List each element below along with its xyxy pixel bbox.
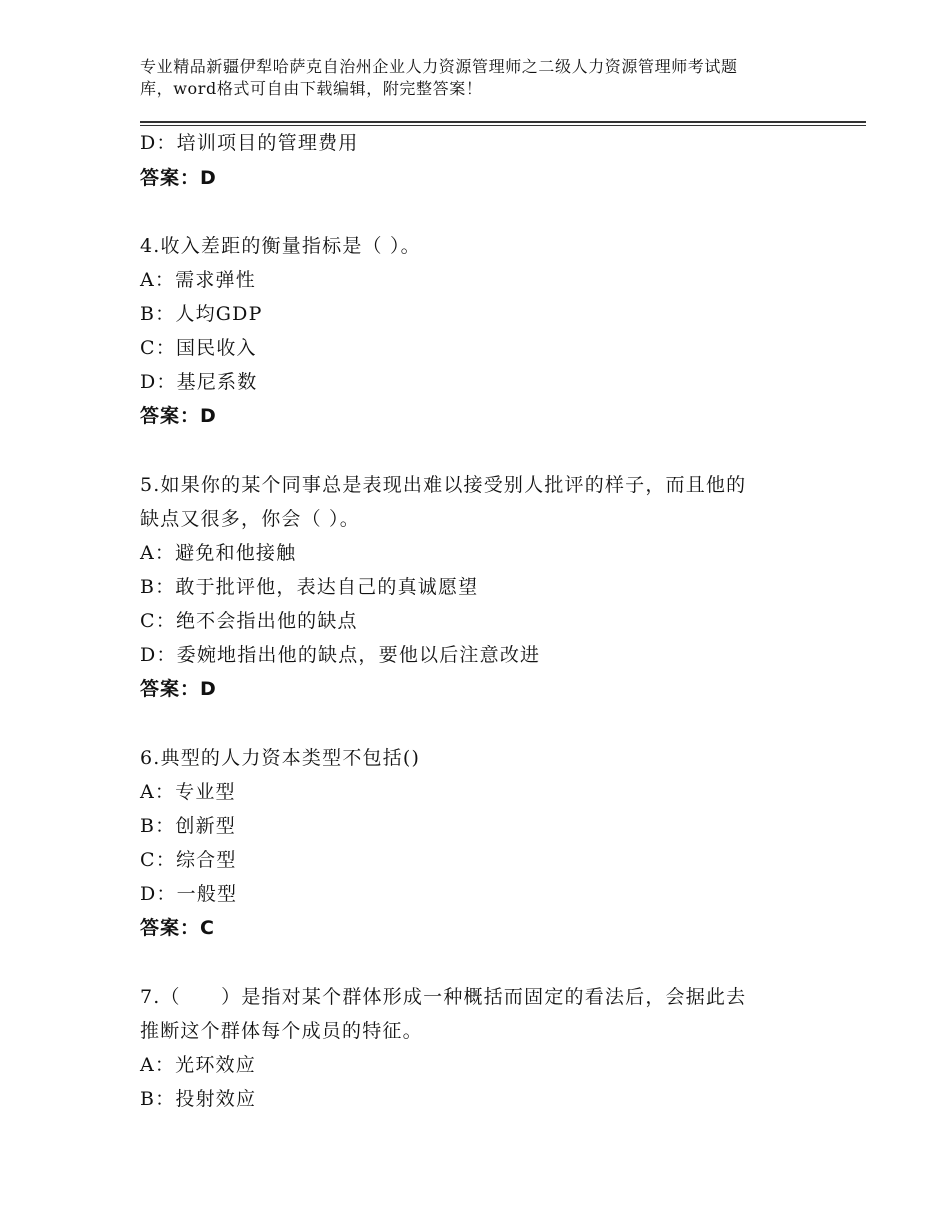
q4-answer: 答案：D (140, 405, 217, 427)
header-title-line-2: 库，word格式可自由下载编辑，附完整答案！ (140, 79, 483, 98)
q6-stem: 6.典型的人力资本类型不包括() (140, 747, 421, 769)
q7-option-a: A：光环效应 (140, 1054, 256, 1076)
q6-answer: 答案：C (140, 917, 215, 939)
q4-option-a: A：需求弹性 (140, 269, 256, 291)
q5-option-c: C：绝不会指出他的缺点 (140, 610, 358, 632)
q6-option-b: B：创新型 (140, 815, 236, 837)
header-title-line-1: 专业精品新疆伊犁哈萨克自治州企业人力资源管理师之二级人力资源管理师考试题 (140, 57, 738, 76)
q3-answer: 答案：D (140, 167, 217, 189)
q7-stem-line-2: 推断这个群体每个成员的特征。 (140, 1020, 423, 1042)
q7-stem-line-1: 7.（ ）是指对某个群体形成一种概括而固定的看法后，会据此去 (140, 986, 747, 1008)
q4-option-c: C：国民收入 (140, 337, 257, 359)
q7-option-b: B：投射效应 (140, 1088, 257, 1110)
q5-option-a: A：避免和他接触 (140, 542, 297, 564)
document-header (140, 56, 830, 100)
q4-option-d: D：基尼系数 (140, 371, 258, 393)
q5-stem-line-1: 5.如果你的某个同事总是表现出难以接受别人批评的样子，而且他的 (140, 474, 747, 496)
q5-stem-line-2: 缺点又很多，你会（ ）。 (140, 508, 360, 530)
q5-answer: 答案：D (140, 678, 217, 700)
q6-option-c: C：综合型 (140, 849, 237, 871)
header-divider-thick (140, 121, 866, 123)
q3-option-d: D：培训项目的管理费用 (140, 132, 359, 154)
q5-option-b: B：敢于批评他，表达自己的真诚愿望 (140, 576, 479, 598)
q5-option-d: D：委婉地指出他的缺点，要他以后注意改进 (140, 644, 541, 666)
header-divider-thin (140, 125, 866, 126)
q6-option-d: D：一般型 (140, 883, 238, 905)
q4-option-b: B：人均GDP (140, 303, 263, 325)
q4-stem: 4.收入差距的衡量指标是（ ）。 (140, 235, 421, 257)
q6-option-a: A：专业型 (140, 781, 236, 803)
